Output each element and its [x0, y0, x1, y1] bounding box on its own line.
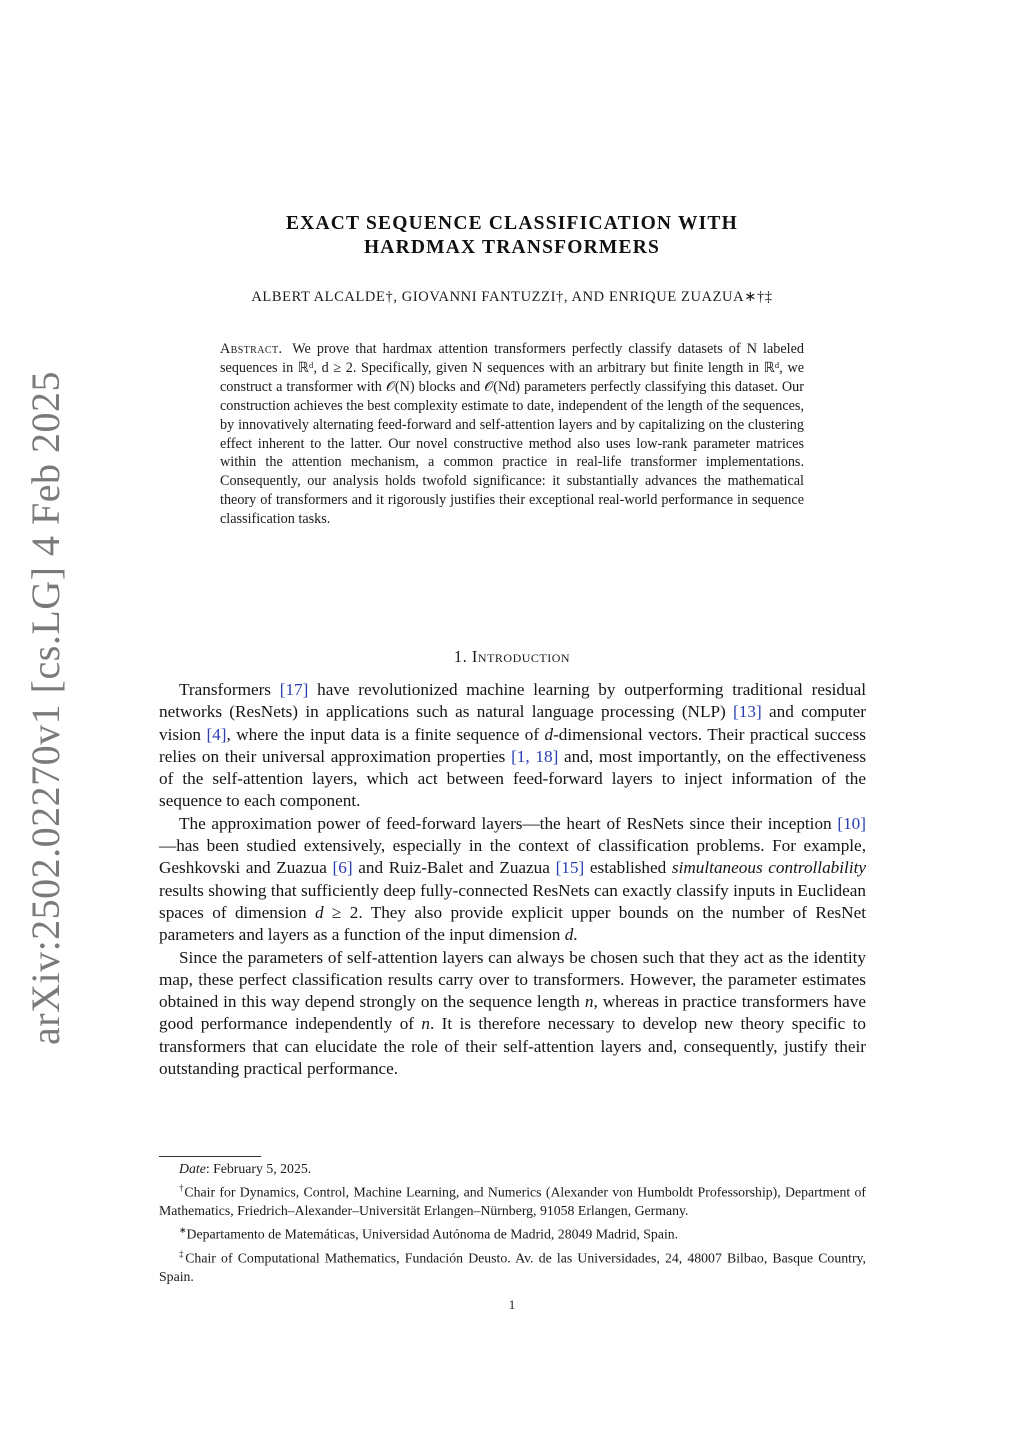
paragraph-2: [159, 813, 866, 947]
text-run: -dimensional vectors. Their practical success relies on their universal approximation properties: [159, 724, 866, 766]
citation-link[interactable]: [17]: [279, 680, 309, 699]
math-symbol: n: [421, 1014, 430, 1034]
text-run: ≥ 2. They also provide explicit upper bounds on the number of ResNet parameters and layers as a function of the input dimension: [159, 902, 866, 945]
paper-title: [200, 212, 824, 260]
footnote-mark: ‡: [179, 1248, 186, 1259]
arxiv-identifier-stamp: arXiv:2502.02270v1 [cs.LG] 4 Feb 2025: [23, 371, 68, 1045]
footnote-text: Chair of Computational Mathematics, Fundación Deusto. Av. de las Universidades, 24, 48007 Bilbao, Basque Country, Spain.: [159, 1250, 866, 1285]
text-run: —has been studied extensively, especially in the context of classification problems. For example, Geshkovski and Zuazua: [159, 836, 866, 878]
author-list: ALBERT ALCALDE†, GIOVANNI FANTUZZI†, AND ENRIQUE ZUAZUA∗†‡: [251, 289, 773, 305]
abstract-text: We prove that hardmax attention transformers perfectly classify datasets of N labeled sequences in ℝᵈ, d ≥ 2. Specifically, given N sequences with an arbitrary but finite length in ℝᵈ, we construct a transformer with 𝒪(N) blocks and 𝒪(Nd) parameters perfectly classifying this dataset. Our construction achieves the best complexity estimate to date, independent of the length of the sequences, by innovatively alternating feed-forward and self-attention layers and by capitalizing on the clustering effect inherent to the latter. Our novel constructive method also uses low-rank parameter matrices within the attention mechanism, a common practice in real-life transformer implementations. Consequently, our analysis holds twofold significance: it substantially advances the mathematical theory of transformers and it rigorously justifies their exceptional real-world performance in sequence classification tasks.: [220, 341, 805, 528]
citation-link[interactable]: [13]: [733, 702, 762, 722]
text-run: The approximation power of feed-forward layers—the heart of ResNets since their inception: [179, 813, 838, 833]
title-line-2: HARDMAX TRANSFORMERS: [363, 237, 661, 258]
footnotes: [159, 1160, 866, 1287]
date-label: Date: [179, 1161, 206, 1176]
text-run: and computer vision: [159, 702, 866, 744]
text-run: , where the input data is a finite sequence of: [226, 724, 545, 744]
citation-link[interactable]: [6]: [332, 858, 353, 878]
abstract-label: Abstract.: [220, 341, 283, 357]
citation-link[interactable]: [15]: [555, 858, 585, 878]
title-line-1: EXACT SEQUENCE CLASSIFICATION WITH: [285, 213, 739, 234]
footnote-mark: †: [179, 1182, 185, 1193]
citation-link[interactable]: [1, 18]: [511, 746, 559, 766]
citation-link[interactable]: [10]: [837, 813, 866, 833]
text-run: and, most importantly, on the effectiveness of the self-attention layers, which act between feed-forward layers to inject information of the sequence to each component.: [159, 746, 867, 811]
math-symbol: d: [564, 925, 574, 945]
abstract: [220, 340, 804, 529]
section-heading: [160, 647, 864, 667]
text-run: Since the parameters of self-attention layers can always be chosen such that they act as the identity map, these perfect classification results carry over to transformers. However, the parameter estimates obtained in this way depend strongly on the sequence length: [159, 947, 866, 1012]
footnote-date: [159, 1160, 866, 1179]
date-value: : February 5, 2025.: [205, 1161, 312, 1176]
footnote-rule: [159, 1156, 261, 1157]
footnote-affiliation-fau: [159, 1179, 866, 1221]
footnote-text: Departamento de Matemáticas, Universidad Autónoma de Madrid, 28049 Madrid, Spain.: [186, 1226, 679, 1242]
text-run: , whereas in practice transformers have good performance independently of: [159, 992, 866, 1034]
section-title: Introduction: [471, 647, 571, 666]
text-run: have revolutionized machine learning by outperforming traditional residual networks (ResNets) in applications such as natural language processing (NLP): [159, 680, 866, 722]
footnote-affiliation-deusto: [159, 1245, 866, 1287]
math-symbol: d: [544, 724, 554, 744]
text-run: and Ruiz-Balet and Zuazua: [352, 858, 556, 878]
citation-link[interactable]: [4]: [206, 724, 227, 744]
math-symbol: n: [584, 992, 594, 1012]
text-run: established: [584, 858, 672, 878]
text-run: . It is therefore necessary to develop new theory specific to transformers that can elucidate the role of their self-attention layers and, consequently, justify their outstanding practical performance.: [159, 1014, 866, 1079]
footnote-mark: ∗: [179, 1225, 187, 1236]
math-symbol: d: [314, 902, 324, 922]
paragraph-1: [159, 679, 866, 813]
footnote-text: Chair for Dynamics, Control, Machine Learning, and Numerics (Alexander von Humboldt Professorship), Department of Mathematics, Friedrich–Alexander–Universität Erlangen–Nürnberg, 91058 Erlangen, Germany.: [159, 1184, 866, 1219]
footnote-affiliation-uam: [159, 1221, 866, 1245]
text-run: Transformers: [179, 680, 280, 699]
section-number: 1.: [453, 647, 468, 666]
math-symbol: simultaneous controllability: [671, 858, 866, 878]
body-text: [159, 679, 866, 1080]
page-number: 1: [508, 1297, 516, 1312]
text-run: results showing that sufficiently deep fully-connected ResNets can exactly classify inputs in Euclidean spaces of dimension: [159, 880, 866, 922]
paragraph-3: [159, 947, 866, 1081]
text-run: .: [573, 925, 578, 945]
